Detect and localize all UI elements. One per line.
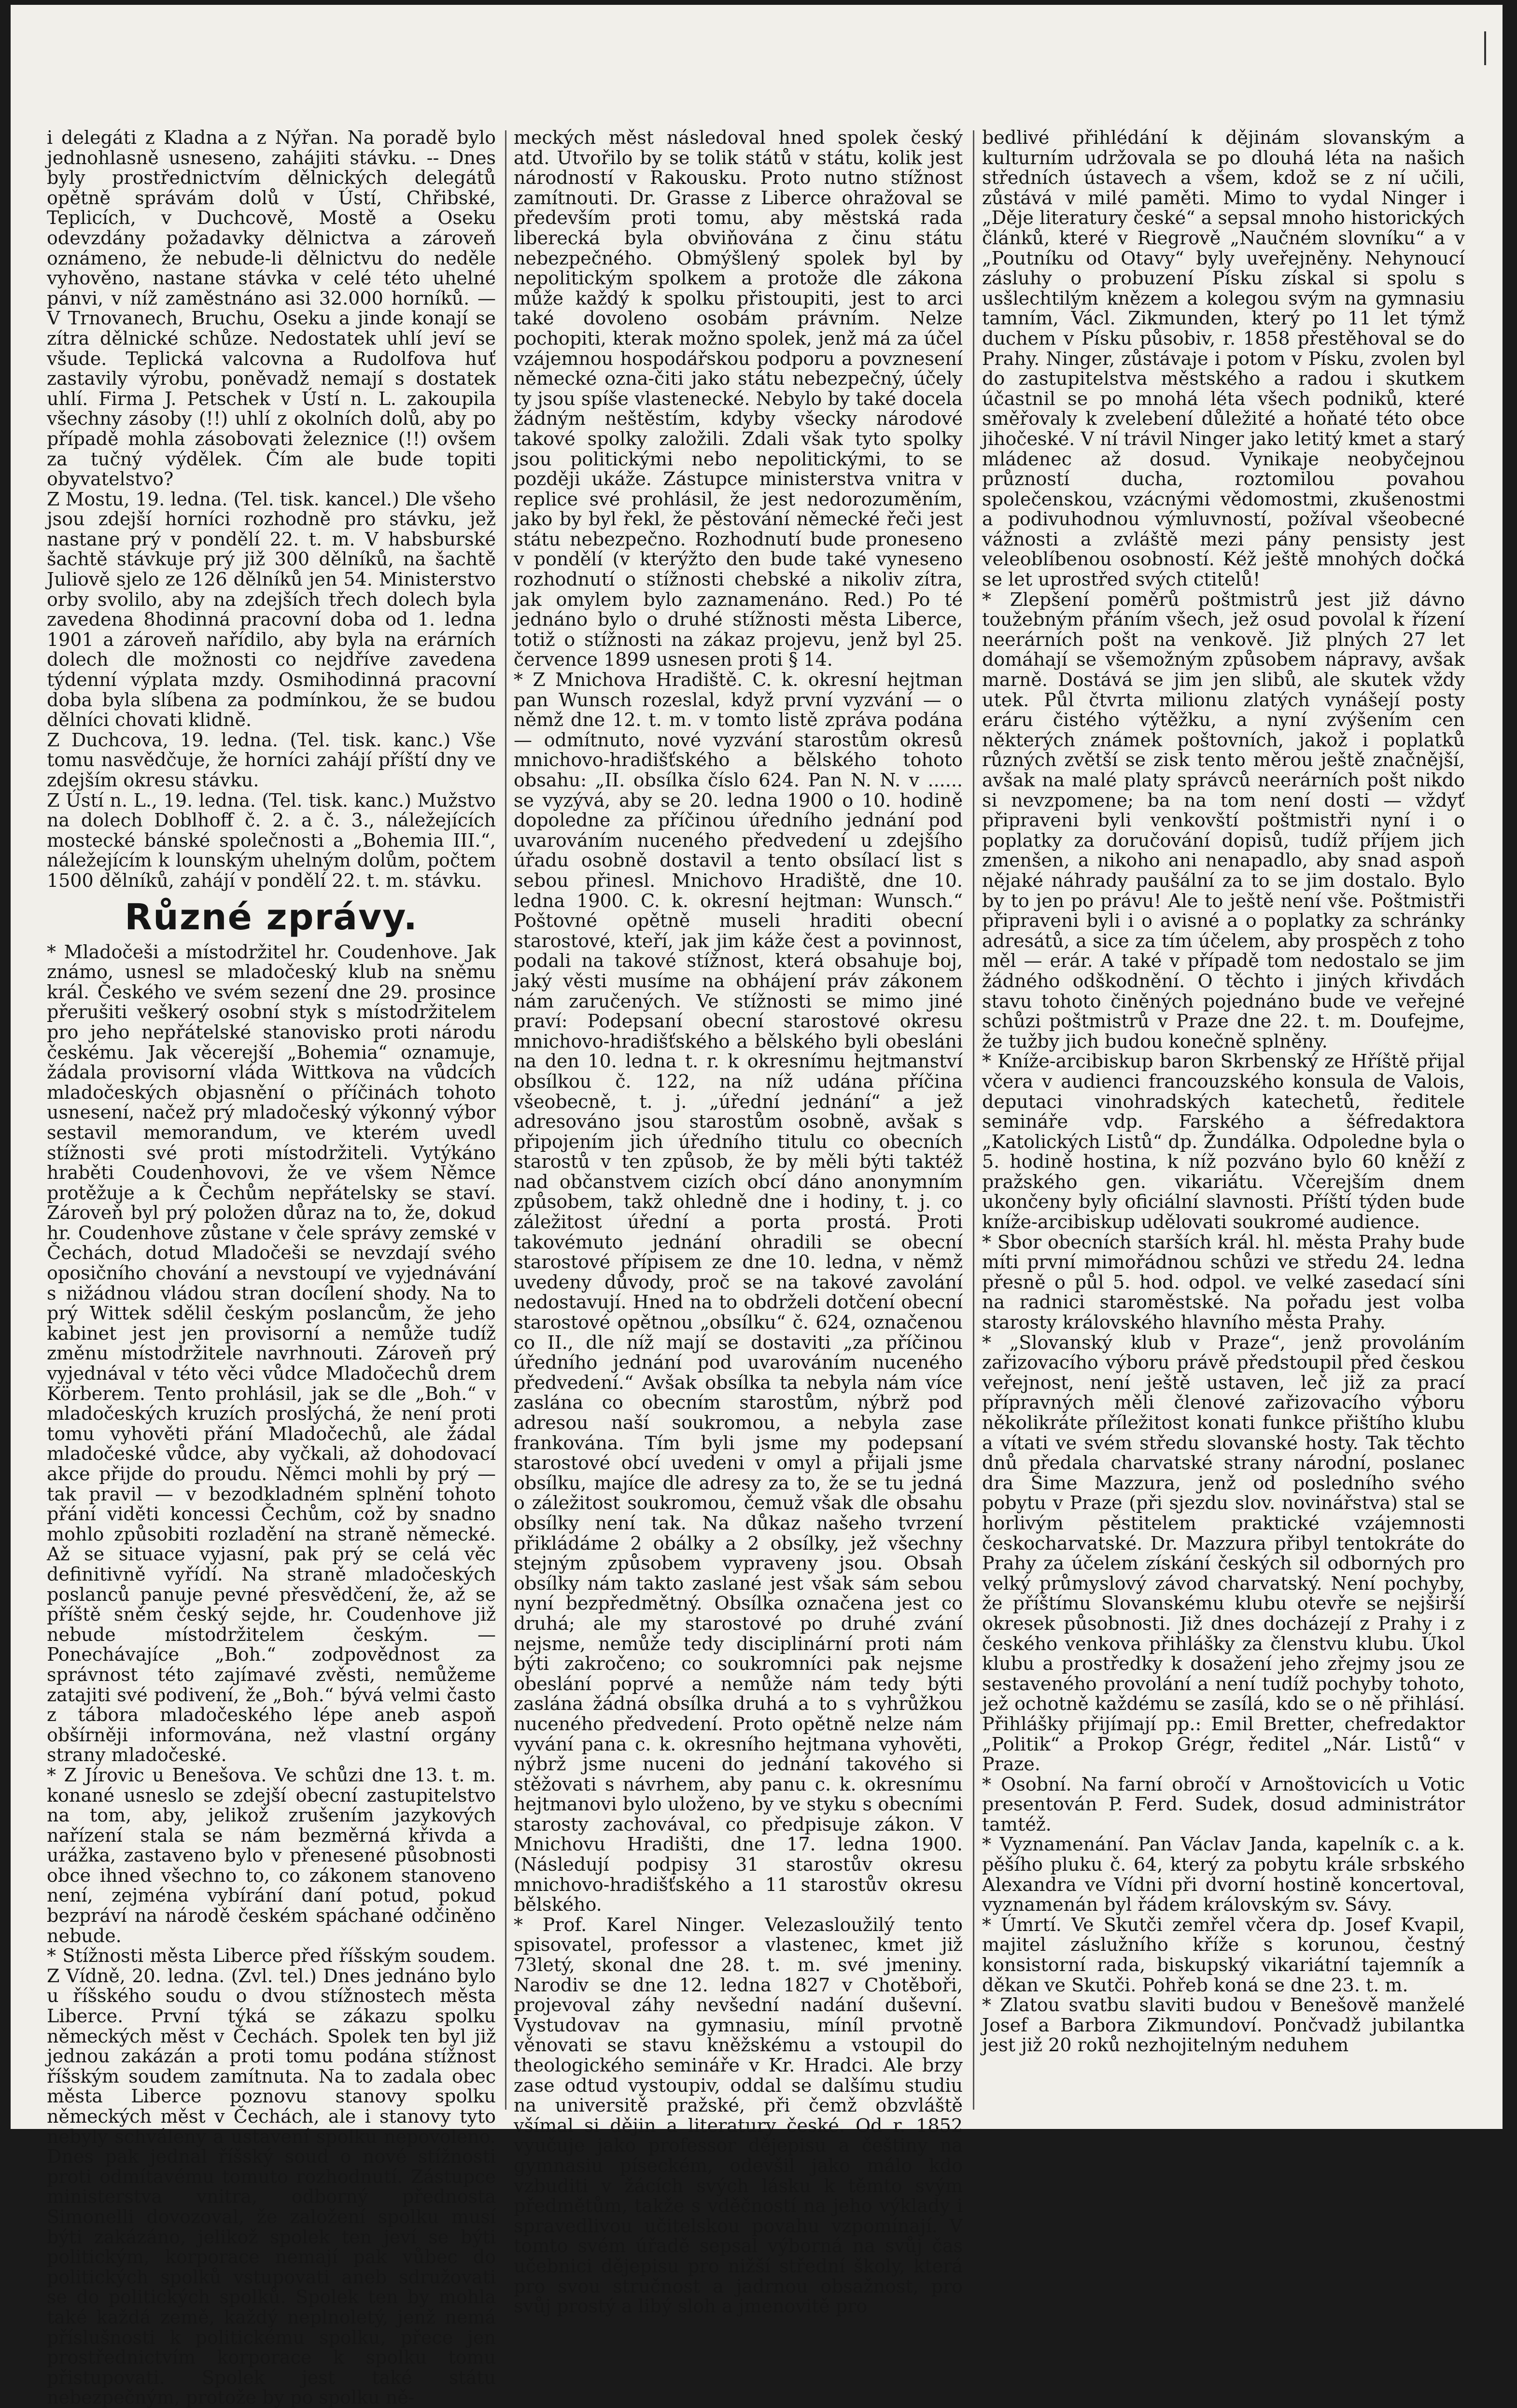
article-paragraph: Z Mostu, 19. ledna. (Tel. tisk. kancel.) Dle všeho jsou zdejší horníci rozhodně pro stávku, jež nastane prý v pondělí 22. t. m. V habsburské šachtě stávkuje prý již 300 dělníků, na šachtě Juliově sjelo ze 126 dělníků jen 54. Ministerstvo orby svolilo, aby na zdejších třech dolech byla zavedena 8hodinná pracovní doba od 1. ledna 1901 a zároveň nařídilo, aby byla na erárních dolech dle možnosti co nejdříve zavedena týdenní výplata mzdy. Osmihodinná pracovní doba byla slíbena za podmínkou, že se budou dělníci chovati klidně.: [47, 488, 496, 731]
column-middle: [514, 127, 963, 2317]
article-paragraph: * „Slovanský klub v Praze“, jenž provoláním zařizovacího výboru právě předstoupil před českou veřejnost, není ještě ustaven, leč již za prací přípravných měli členové zařizovacího výboru několikráte příležitost konati funkce přištího klubu a vítati ve svém středu slovanské hosty. Tak těchto dnů předala charvatské strany národní, poslanec dra Šime Mazzura, jenž od posledního svého pobytu v Praze (při sjezdu slov. novinářstva) stal se horlivým pěstitelem praktické vzájemnosti českocharvatské. Dr. Mazzura přibyl tentokráte do Prahy za účelem získání českých sil odborných pro velký průmyslový závod charvatský. Není pochyby, že příštímu Slovanskému klubu otevře se nejširší okresek působnosti. Již dnes docházejí z Prahy i z českého venkova přihlášky za členstvu klubu. Úkol klubu a prostředky k dosažení jeho zřejmy jsou ze sestaveného provolání a není tudíž pochyby tohoto, jež ochotně každému se zasílá, kdo se o ně přihlásí. Přihlášky přijímají pp.: Emil Bretter, chefredaktor „Politik“ a Prokop Grégr, ředitel „Nár. Listů“ v Praze.: [982, 1331, 1465, 1775]
article-paragraph: * Prof. Karel Ninger. Velezasloužilý tento spisovatel, professor a vlastenec, kmet již 73letý, skonal dne 28. t. m. své jmeniny. Narodiv se dne 12. ledna 1827 v Chotěboři, projevoval záhy nevšední nadání duševní. Vystudovav na gymnasiu, míníl prvotně věnovati se stavu kněžskému a vstoupil do theologického semináře v Kr. Hradci. Ale brzy zase odtud vystoupiv, oddal se dalšímu studiu na universitě pražské, při čemž obzvláště všímal si dějin a literatury české. Od r. 1852 vyučuje jako professor dějepisu a češtiny na gymnasiu píseckém, odevšil jako málo kdo vzbuditi v žácích svých lásku k těmto svým předmětům, takže s vděčností na jeho výklady i spravedlivou učitelskou povahu vzpomínají. V tomto svém úřadě sepsal výborná na svůj čas učebnici dějepisu pro nižší střední školy, která pro svou stručnost a jadrnou obsažnost, pro svůj prostý a libý sloh a jmenovitě pro: [514, 1914, 963, 2317]
article-paragraph: * Osobní. Na farní obročí v Arnoštovicích u Votic presentován P. Ferd. Sudek, dosud administrátor tamtéž.: [982, 1773, 1465, 1835]
section-heading: [47, 894, 496, 940]
article-paragraph: * Z Jírovic u Benešova. Ve schůzi dne 13. t. m. konané usneslo se zdejší obecní zastupitelstvo na tom, aby, jelikož zrušením jazykových nařízení stala se nám bezměrná křivda a urážka, zastaveno bylo v přenesené působnosti obce ihned všechno to, co zákonem stanoveno není, zejména vybírání daní potud, pokud bezpráví na národě českém spáchané odčiněno nebude.: [47, 1764, 496, 1946]
article-paragraph: meckých měst následoval hned spolek český atd. Utvořilo by se tolik států v státu, kolik jest národností v Rakousku. Proto nutno stížnost zamítnouti. Dr. Grasse z Liberce ohražoval se především proti tomu, aby městská rada liberecká byla obviňována z činu státu nebezpečného. Obmýšlený spolek byl by nepolitickým spolkem a protože dle zákona může každý k spolku přistoupiti, jest to arci také dovoleno osobám právním. Nelze pochopiti, kterak možno spolek, jenž má za účel vzájemnou hospodářskou podporu a povznesení německé ozna-čiti jako státu nebezpečný, účely ty jsou spíše vlastenecké. Nebylo by také docela žádným neštěstím, kdyby všecky národové takové spolky založili. Zdali však tyto spolky jsou politickými nebo nepolitickými, to se později ukáže. Zástupce ministerstva vnitra v replice své prohlásil, že jest nedorozuměním, jako by byl řekl, že pěstování německé řeči jest státu nebezpečno. Rozhodnutí bude proneseno v pondělí (v kterýžto den bude také vyneseno rozhodnutí o stížnosti chebské a nikoliv zítra, jak omylem bylo zaznamenáno. Red.) Po té jednáno bylo o druhé stížnosti města Liberce, totiž o stížnosti na zákaz projevu, jenž byl 25. července 1899 usnesen proti § 14.: [514, 127, 963, 671]
article-paragraph: Z Ústí n. L., 19. ledna. (Tel. tisk. kanc.) Mužstvo na dolech Doblhoff č. 2. a č. 3., náležejících mostecké bánské společnosti a „Bohemia III.“, náležejícím k lounským uhelným dolům, počtem 1500 dělníků, zahájí v pondělí 22. t. m. stávku.: [47, 789, 496, 891]
newspaper-page: [11, 5, 1503, 2408]
column-rule: [973, 130, 974, 2110]
article-paragraph: * Sbor obecních starších král. hl. města Prahy bude míti první mimořádnou schůzi ve středu 24. ledna přesně o půl 5. hod. odpol. ve velké zasedací síni na radnici staroměstské. Na pořadu jest volba starosty královského hlavního města Prahy.: [982, 1231, 1465, 1333]
column-right: [982, 128, 1465, 2127]
article-paragraph: * Vyznamenání. Pan Václav Janda, kapelník c. a k. pěšího pluku č. 64, který za pobytu krále srbského Alexandra ve Vídni při dvorní hostině koncertoval, vyznamenán byl řádem královským sv. Sávy.: [982, 1834, 1465, 1916]
article-paragraph: bedlivé přihlédání k dějinám slovanským a kulturním udržovala se po dlouhá léta na našich středních ústavech a všem, kdož se z ní učili, zůstává v milé paměti. Mimo to vydal Ninger i „Děje literatury české“ a sepsal mnoho historických článků, které v Riegrově „Naučném slovníku“ a v „Poutníku od Otavy“ byly uveřejněny. Nehynoucí zásluhy o probuzení Písku získal si spolu s usšlechtilým knězem a kolegou svým na gymnasiu tamním, Václ. Zikmunden, který po 11 let týmž duchem v Písku působiv, r. 1858 přestěhoval se do Prahy. Ninger, zůstávaje i potom v Písku, zvolen byl do zastupitelstva městského a radou i skutkem účastnil se po mnohá léta všech podniků, které směřovaly k zvelebení důležité a hoňaté této obce jihočeské. V ní trávil Ninger jako letitý kmet a starý mládenec až dosud. Vynikaje neobyčejnou průzností ducha, roztomilou povahou společenskou, vzácnými vědomostmi, zkušenostmi a podivuhodnou výmluvností, požíval všeobecné vážnosti a zvláště mezi pány pensisty jest veleoblíbenou osobností. Kéž ještě mnohých dočká se let uprostřed svých ctitelů!: [982, 127, 1465, 590]
article-paragraph: * Zlatou svatbu slaviti budou v Benešově manželé Josef a Barbora Zikmundoví. Pončvadž jubilantka jest již 20 roků nezhojitelným neduhem: [982, 1994, 1465, 2056]
margin-mark: [1484, 31, 1499, 65]
section-heading-text: Různé zprávy.: [125, 896, 418, 938]
article-paragraph: * Kníže-arcibiskup baron Skrbenský ze Hříště přijal včera v audienci francouzského konsula de Valois, deputaci vinohradských katechetů, ředitele semináře vdp. Farského a šéfredaktora „Katolických Listů“ dp. Žundálka. Odpoledne byla o 5. hodině hostina, k níž pozváno bylo 60 kněží z pražského gen. vikariátu. Včerejším dnem ukončeny byly oficiální slavnosti. Příští týden bude kníže-arcibiskup udělovati soukromé audience.: [982, 1050, 1465, 1233]
article-paragraph: * Zlepšení poměrů poštmistrů jest již dávno toužebným přáním všech, jež osud povolal k řízení neerárních pošt na venkově. Již plných 27 let domáhají se všemožným způsobem nápravy, avšak marně. Dostává se jim jen slibů, ale skutek vždy utek. Půl čtvrta milionu zlatých vynášejí posty eráru čistého výtěžku, a nyní zvýšením cen některých známek poštovních, jakož i poplatků různých zvětší se zisk tento měrou ještě značnější, avšak na malé platy správců neerárních pošt nikdo si nevzpomene; ba na tom není dosti — vždyť připraveni byli venkovští poštmistři nyní i o poplatky za doručování dopisů, tudíž příjem jich zmenšen, a nikoho ani nenapadlo, aby snad aspoň nějaké náhrady paušální za to se jim dostalo. Bylo by to jen po právu! Ale to ještě není vše. Poštmistři připraveni byli i o avisné a o poplatky za schránky adresátů, a sice za tím účelem, aby prospěch z toho měl — erár. A také v případě tom nedostalo se jim žádného odškodnění. O těchto i jiných křivdách stavu tohoto činěných pojednáno bude ve veřejné schůzi poštmistrů v Praze dne 22. t. m. Doufejme, že tužby jich budou konečně splněny.: [982, 588, 1465, 1052]
article-paragraph: i delegáti z Kladna a z Nýřan. Na poradě bylo jednohlasně usneseno, zahájiti stávku. -- Dnes byly prostřednictvím dělnických delegátů opětně správám dolů v Ústí, Chřibské, Teplicích, v Duchcově, Mostě a Oseku odevzdány požadavky dělnictva a zároveň oznámeno, že nebude-li dělnictvu do neděle vyhověno, nastane stávka v celé této uhelné pánvi, v níž zaměstnáno asi 32.000 horníků. — V Trnovanech, Bruchu, Oseku a jinde konají se zítra dělnické schůze. Nedostatek uhlí jeví se všude. Teplická valcovna a Rudolfova huť zastavily výrobu, poněvadž nemají s dostatek uhlí. Firma J. Petschek v Ústí n. L. zakoupila všechny zásoby (!!) uhlí z okolních dolů, aby po případě mohla zásobovati železnice (!!) ovšem za tučný výdělek. Čím ale bude topiti obyvatelstvo?: [47, 127, 496, 490]
article-paragraph: * Stížnosti města Liberce před říšským soudem. Z Vídně, 20. ledna. (Zvl. tel.) Dnes jednáno bylo u říšského soudu o dvou stížnostech města Liberce. První týká se zákazu spolku německých měst v Čechách. Spolek ten byl již jednou zakázán a proti tomu podána stížnost říšským soudem zamítnuta. Na to zadala obec města Liberce poznovu stanovy spolku německých měst v Čechách, ale i stanovy tyto nebyly schváleny a ustavení spolku nepovoleno. Dnes pak jednal říšský soud o nové stížnosti proti odmítavému tomuto rozhodnutí. Zástupce ministerstva vnitra, odborný přednosta Simonelli dovozoval, že založení spolku musí býti zakázáno, jelikož spolek ten jeví se býti politickým, korporace nemají pak vůbec do politických spolků vstupovati aneb sdružovati se do politických spolků. Spolek ten by mohla také každá země, každý neplnoletý, jenž nemá příslušnosti k politickému spolku, přece jen prostřednictvím korporace k spolku tomu přistupovati. Spolek jest také státu nebezpečným, protože by po spolku ně-: [47, 1945, 496, 2408]
column-rule: [505, 130, 506, 2110]
article-paragraph: * Mladočeši a místodržitel hr. Coudenhove. Jak známo, usnesl se mladočeský klub na sněmu král. Českého ve svém sezení dne 29. prosince přerušiti veškerý osobní styk s místodržitelem pro jeho nepřátelské stanovisko proti národu českému. Jak věcerejší „Bohemia“ oznamuje, žádala provisorní vláda Wittkova na vůdcích mladočeských objasnění o příčinách tohoto usnesení, načež prý mladočeský výkonný výbor sestavil memorandum, ve kterém uvedl stížnosti své proti místodržiteli. Vytýkáno hraběti Coudenhovovi, že ve všem Němce protěžuje a k Čechům nepřátelsky se staví. Zároveň byl prý položen důraz na to, že, dokud hr. Coudenhove zůstane v čele správy zemské v Čechách, dotud Mladočeši se nevzdají svého oposičního chování a nevstoupí ve vyjednávání s nižádnou vládou stran docílení shody. Na to prý Wittek sdělil českým poslancům, že jeho kabinet jest jen provisorní a nemůže tudíž změnu místodržitele navrhnouti. Zároveň prý vyjednával v této věci vůdce Mladočechů drem Körberem. Tento prohlásil, jak se dle „Boh.“ v mladočeských kruzích proslýchá, že není proti tomu vyhověti přání Mladočechů, ale žádal mladočeské vůdce, aby vyčkali, až dohodovací akce přijde do proudu. Němci mohli by prý — tak pravil — v bezodkladném splnění tohoto přání viděti koncessi Čechům, což by snadno mohlo způsobiti rozladění na straně německé. Až se situace vyjasní, pak prý se celá věc definitivně vyřídí. Na straně mladočeských poslanců panuje pevné přesvědčení, že, až se příště sněm český sejde, hr. Coudenhove již nebude místodržitelem českým. — Ponechávajíce „Boh.“ zodpovědnost za správnost této zajímavé zvěsti, nemůžeme zatajiti své podivení, že „Boh.“ bývá velmi často z tábora mladočeského lépe aneb aspoň obšírněji informována, než vlastní orgány strany mladočeské.: [47, 941, 496, 1766]
article-paragraph: Z Duchcova, 19. ledna. (Tel. tisk. kanc.) Vše tomu nasvědčuje, že horníci zahájí příští dny ve zdejším okresu stávku.: [47, 729, 496, 791]
column-left: [47, 127, 496, 2408]
article-paragraph: * Úmrtí. Ve Skutči zemřel včera dp. Josef Kvapil, majitel záslužního kříže s korunou, čestný konsistorní rada, biskupský vikariátní tajemník a děkan ve Skutči. Pohřeb koná se dne 23. t. m.: [982, 1914, 1465, 1996]
article-paragraph: * Z Mnichova Hradiště. C. k. okresní hejtman pan Wunsch rozeslal, když první vyzvání — o němž dne 12. t. m. v tomto listě zpráva podána — odmítnuto, nové vyzvání starostům okresů mnichovo-hradišťského a bělského tohoto obsahu: „II. obsílka číslo 624. Pan N. N. v ...... se vyzývá, aby se 20. ledna 1900 o 10. hodině dopoledne za příčinou úředního jednání pod uvarováním nuceného předvedení u zdejšího úřadu osobně dostavil a tento obsílací list s sebou přinesl. Mnichovo Hradiště, dne 10. ledna 1900. C. k. okresní hejtman: Wunsch.“ Poštovné opětně museli hraditi obecní starostové, kteří, jak jim káže čest a povinnost, podali na takové stížnost, která obsahuje boj, jaký věsti musíme na obhájení práv zákonem nám zaručených. Ve stížnosti se mimo jiné praví: Podepsaní obecní starostové okresu mnichovo-hradišťského a bělského byli obesláni na den 10. ledna t. r. k okresnímu hejtmanství obsílkou č. 122, na níž udána příčina všeobecně, t. j. „úřední jednání“ a jež adresováno jsou starostům osobně, avšak s připojením jich úředního titulu co obecních starostů v ten způsob, že by měli býti taktéž nad občanstvem cizích obcí dáno anonymním způsobem, takž ohledně dne i hodiny, t. j. co záležitost úřední a porta prostá. Proti takovémuto jednání ohradili se obecní starostové přípisem ze dne 10. ledna, v němž uvedeny důvody, proč se na takové zavolání nedostavují. Hned na to obdrželi dotčení obecní starostové opětnou „obsílku“ č. 624, označenou co II., dle níž mají se dostaviti „za příčinou úředního jednání pod uvarováním nuceného předvedení.“ Avšak obsílka ta nebyla nám více zaslána co obecním starostům, nýbrž pod adresou naší soukromou, a nebyla zase frankována. Tím byli jsme my podepsaní starostové obcí uvedeni v omyl a přijali jsme obsílku, majíce dle adresy za to, že se tu jedná o záležitost soukromou, čemuž však dle obsahu obsílky není tak. Na důkaz našeho tvrzení přikládáme 2 obálky a 2 obsílky, jež všechny stejným způsobem vypraveny jsou. Obsah obsílky nám takto zaslané jest však sám sebou nyní bezpředmětný. Obsílka označena jest co druhá; ale my starostové po druhé zvání nejsme, nemůže tedy disciplinární proti nám býti zakročeno; co soukromníci pak nejsme obeslání poprvé a nemůže nám tedy býti zaslána žádná obsílka druhá a to s vyhrůžkou nuceného předvedení. Proto opětně nelze nám vyvání pana c. k. okresního hejtmana vyhověti, nýbrž jsme nuceni do jednání takového si stěžovati s návrhem, aby panu c. k. okresnímu hejtmanovi bylo uloženo, by ve styku s obecními starosty zachovával, co předpisuje zákon. V Mnichovu Hradišti, dne 17. ledna 1900. (Následují podpisy 31 starostův okresu mnichovo-hradišťského a 11 starostův okresu bělského.: [514, 669, 963, 1916]
